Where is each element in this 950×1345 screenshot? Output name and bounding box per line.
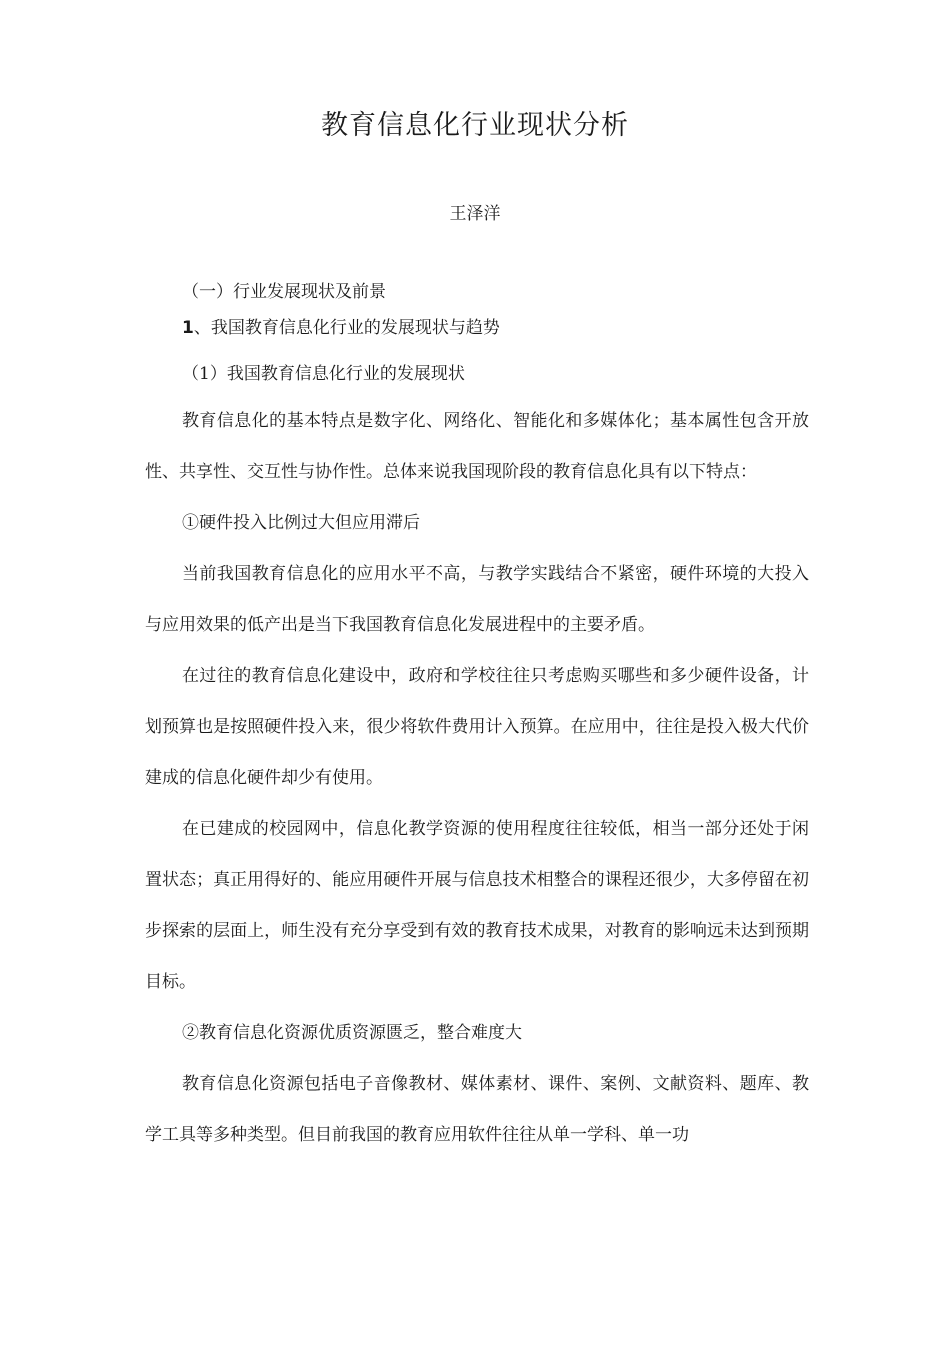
- paragraph: 在过往的教育信息化建设中，政府和学校往往只考虑购买哪些和多少硬件设备，计划预算也是按照硬件投入来，很少将软件费用计入预算。在应用中，往往是投入极大代价建成的信息化硬件却少有使用。: [145, 666, 809, 788]
- document-title: 教育信息化行业现状分析: [321, 110, 629, 141]
- subsection-number: 1: [182, 318, 194, 338]
- subsection-text: 、我国教育信息化行业的发展现状与趋势: [193, 318, 500, 338]
- subsection-heading: [145, 310, 809, 346]
- paragraph: 教育信息化的基本特点是数字化、网络化、智能化和多媒体化；基本属性包含开放性、共享性、交互性与协作性。总体来说我国现阶段的教育信息化具有以下特点：: [145, 411, 809, 482]
- paragraph: 当前我国教育信息化的应用水平不高，与教学实践结合不紧密，硬件环境的大投入与应用效果的低产出是当下我国教育信息化发展进程中的主要矛盾。: [145, 564, 809, 635]
- paragraph: 教育信息化资源包括电子音像教材、媒体素材、课件、案例、文献资料、题库、教学工具等多种类型。但目前我国的教育应用软件往往从单一学科、单一功: [145, 1074, 809, 1145]
- document-body: [145, 274, 809, 1161]
- list-heading: ①硬件投入比例过大但应用滞后: [182, 513, 420, 533]
- section-heading: （一）行业发展现状及前景: [182, 282, 386, 302]
- paragraph: 在已建成的校园网中，信息化教学资源的使用程度往往较低，相当一部分还处于闲置状态；真正用得好的、能应用硬件开展与信息技术相整合的课程还很少，大多停留在初步探索的层面上，师生没有充分享受到有效的教育技术成果，对教育的影响远未达到预期目标。: [145, 819, 809, 992]
- list-heading: ②教育信息化资源优质资源匮乏，整合难度大: [182, 1023, 522, 1043]
- document-author: 王泽洋: [449, 204, 501, 224]
- subsubsection-heading: （1）我国教育信息化行业的发展现状: [182, 364, 465, 384]
